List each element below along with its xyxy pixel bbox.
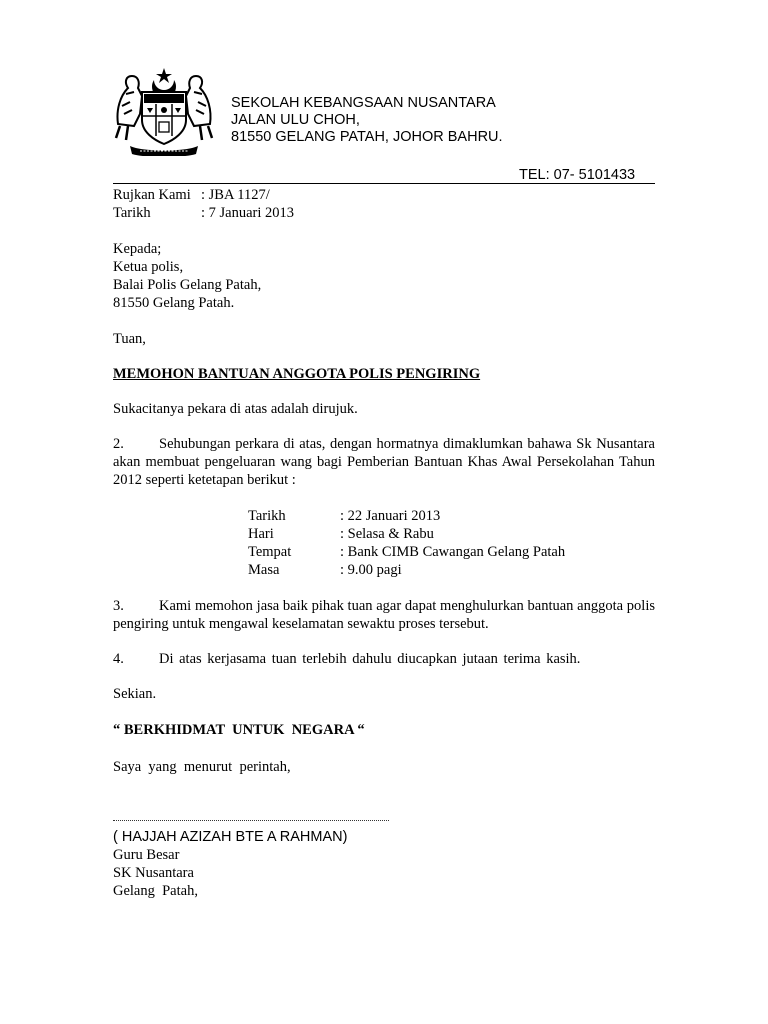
detail-label: Tempat — [248, 544, 292, 560]
detail-row — [248, 507, 440, 525]
detail-value: : Selasa & Rabu — [340, 526, 434, 542]
paragraph-2-number: 2. — [113, 436, 124, 452]
paragraph-2 — [113, 435, 655, 489]
signatory-school: SK Nusantara — [113, 865, 194, 881]
paragraph-3-number: 3. — [113, 598, 124, 614]
signatory-place: Gelang Patah, — [113, 883, 198, 899]
paragraph-2-text: Sehubungan perkara di atas, dengan hormatnya dimaklumkan bahawa Sk Nusantara akan membuat pengeluaran wang bagi Pemberian Bantuan Khas Awal Persekolahan Tahun 2012 seperti ketetapan berikut : — [113, 436, 655, 488]
date-value: : 7 Januari 2013 — [201, 205, 295, 221]
detail-row — [248, 561, 402, 579]
greeting: Tuan, — [113, 331, 146, 347]
detail-label: Masa — [248, 562, 280, 578]
date-label: Tarikh — [113, 205, 151, 221]
detail-value: : Bank CIMB Cawangan Gelang Patah — [340, 544, 566, 560]
school-name: SEKOLAH KEBANGSAAN NUSANTARA — [231, 95, 496, 111]
detail-label: Tarikh — [248, 508, 286, 524]
reference-label: Rujkan Kami — [113, 187, 191, 203]
closing: Sekian. — [113, 686, 157, 702]
reference-value: : JBA 1127/ — [201, 187, 270, 203]
recipient-line-2: Balai Polis Gelang Patah, — [113, 277, 262, 293]
date-row — [113, 204, 294, 222]
reference-row — [113, 186, 270, 204]
coat-of-arms-icon — [112, 66, 216, 156]
letterhead-divider — [113, 183, 655, 184]
motto: “ BERKHIDMAT UNTUK NEGARA “ — [113, 722, 365, 738]
paragraph-4-number: 4. — [113, 651, 124, 667]
detail-value: : 9.00 pagi — [340, 562, 402, 578]
sign-off: Saya yang menurut perintah, — [113, 759, 291, 775]
detail-value: : 22 Januari 2013 — [340, 508, 441, 524]
signatory-name: ( HAJJAH AZIZAH BTE A RAHMAN) — [113, 829, 348, 845]
recipient-line-1: Ketua polis, — [113, 259, 184, 275]
address-line-2: 81550 GELANG PATAH, JOHOR BAHRU. — [231, 129, 503, 145]
address-line-1: JALAN ULU CHOH, — [231, 112, 360, 128]
recipient-salutation: Kepada; — [113, 241, 162, 257]
paragraph-4 — [113, 650, 580, 668]
paragraph-4-text: Di atas kerjasama tuan terlebih dahulu diucapkan jutaan terima kasih. — [159, 651, 581, 667]
signatory-title: Guru Besar — [113, 847, 180, 863]
paragraph-3-text: Kami memohon jasa baik pihak tuan agar dapat menghulurkan bantuan anggota polis pengiring untuk mengawal keselamatan sewaktu proses tersebut. — [113, 598, 655, 632]
detail-row — [248, 543, 565, 561]
detail-label: Hari — [248, 526, 274, 542]
telephone: TEL: 07- 5101433 — [519, 167, 636, 183]
paragraph-1: Sukacitanya pekara di atas adalah dirujuk. — [113, 401, 358, 417]
recipient-line-3: 81550 Gelang Patah. — [113, 295, 235, 311]
subject-heading: MEMOHON BANTUAN ANGGOTA POLIS PENGIRING — [113, 366, 481, 382]
signature-line — [113, 820, 389, 821]
paragraph-3 — [113, 597, 655, 633]
detail-row — [248, 525, 434, 543]
